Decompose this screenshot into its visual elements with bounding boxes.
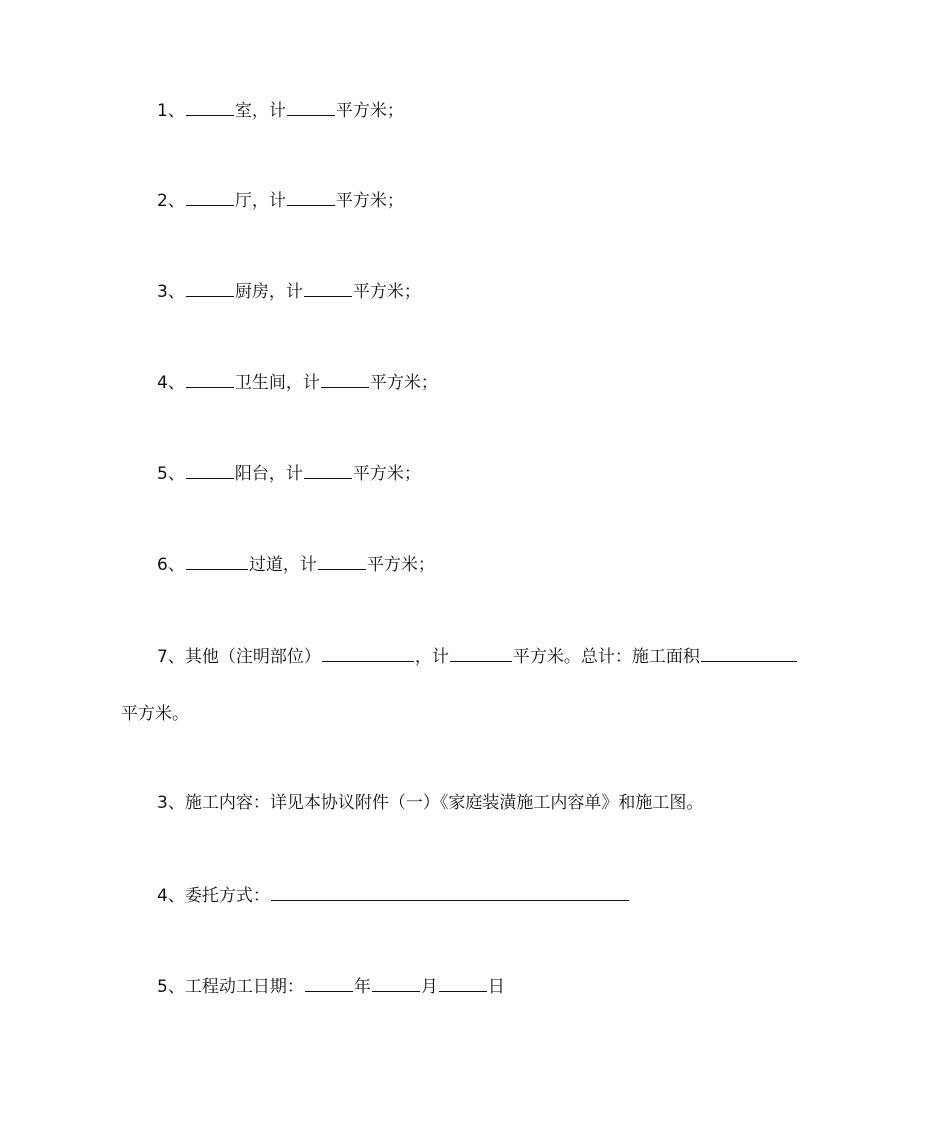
area-line-1 [157,99,404,122]
fill-blank[interactable] [186,189,234,206]
other-area-label: 7、其他（注明部位） [157,647,321,667]
section-5-start-date [157,975,505,998]
fill-blank[interactable] [186,462,234,479]
fill-blank[interactable] [318,553,366,570]
area-line-6 [157,553,435,576]
area-label: 阳台，计 [234,464,303,484]
fill-blank[interactable] [305,975,353,992]
area-label: 卫生间，计 [234,373,320,393]
unit-label: 平方米； [366,555,435,575]
fill-blank[interactable] [287,99,335,116]
area-line-7-cont [121,703,189,725]
commission-method-label: 4、委托方式： [157,886,270,906]
fill-blank[interactable] [186,280,234,297]
section-4-method [157,884,630,907]
construction-content-text: 3、施工内容：详见本协议附件（一）《家庭装潢施工内容单》和施工图。 [157,793,704,813]
area-line-7 [157,645,798,668]
year-label: 年 [353,977,371,997]
area-label: ，计 [414,647,449,667]
start-date-label: 5、工程动工日期： [157,977,304,997]
unit-label: 平方米； [335,191,404,211]
fill-blank[interactable] [304,280,352,297]
fill-blank[interactable] [287,189,335,206]
area-label: 厨房，计 [234,282,303,302]
fill-blank[interactable] [186,99,234,116]
unit-label: 平方米； [352,282,421,302]
fill-blank[interactable] [701,645,797,662]
total-area-label: 平方米。总计：施工面积 [512,647,700,667]
fill-blank[interactable] [439,975,487,992]
unit-label: 平方米。 [121,704,189,724]
area-label: 过道，计 [248,555,317,575]
item-number: 6、 [157,555,185,575]
item-number: 4、 [157,373,185,393]
fill-blank[interactable] [372,975,420,992]
item-number: 3、 [157,282,185,302]
area-line-2 [157,189,404,212]
fill-blank[interactable] [271,884,629,901]
fill-blank[interactable] [186,553,248,570]
area-label: 室，计 [234,101,286,121]
section-3-content [157,792,703,814]
month-label: 月 [420,977,438,997]
day-label: 日 [487,977,505,997]
area-label: 厅，计 [234,191,286,211]
area-line-5 [157,462,421,485]
unit-label: 平方米； [352,464,421,484]
fill-blank[interactable] [322,645,414,662]
fill-blank[interactable] [450,645,512,662]
fill-blank[interactable] [321,371,369,388]
unit-label: 平方米； [369,373,438,393]
fill-blank[interactable] [186,371,234,388]
item-number: 2、 [157,191,185,211]
item-number: 5、 [157,464,185,484]
area-line-4 [157,371,438,394]
area-line-3 [157,280,421,303]
item-number: 1、 [157,101,185,121]
unit-label: 平方米； [335,101,404,121]
fill-blank[interactable] [304,462,352,479]
